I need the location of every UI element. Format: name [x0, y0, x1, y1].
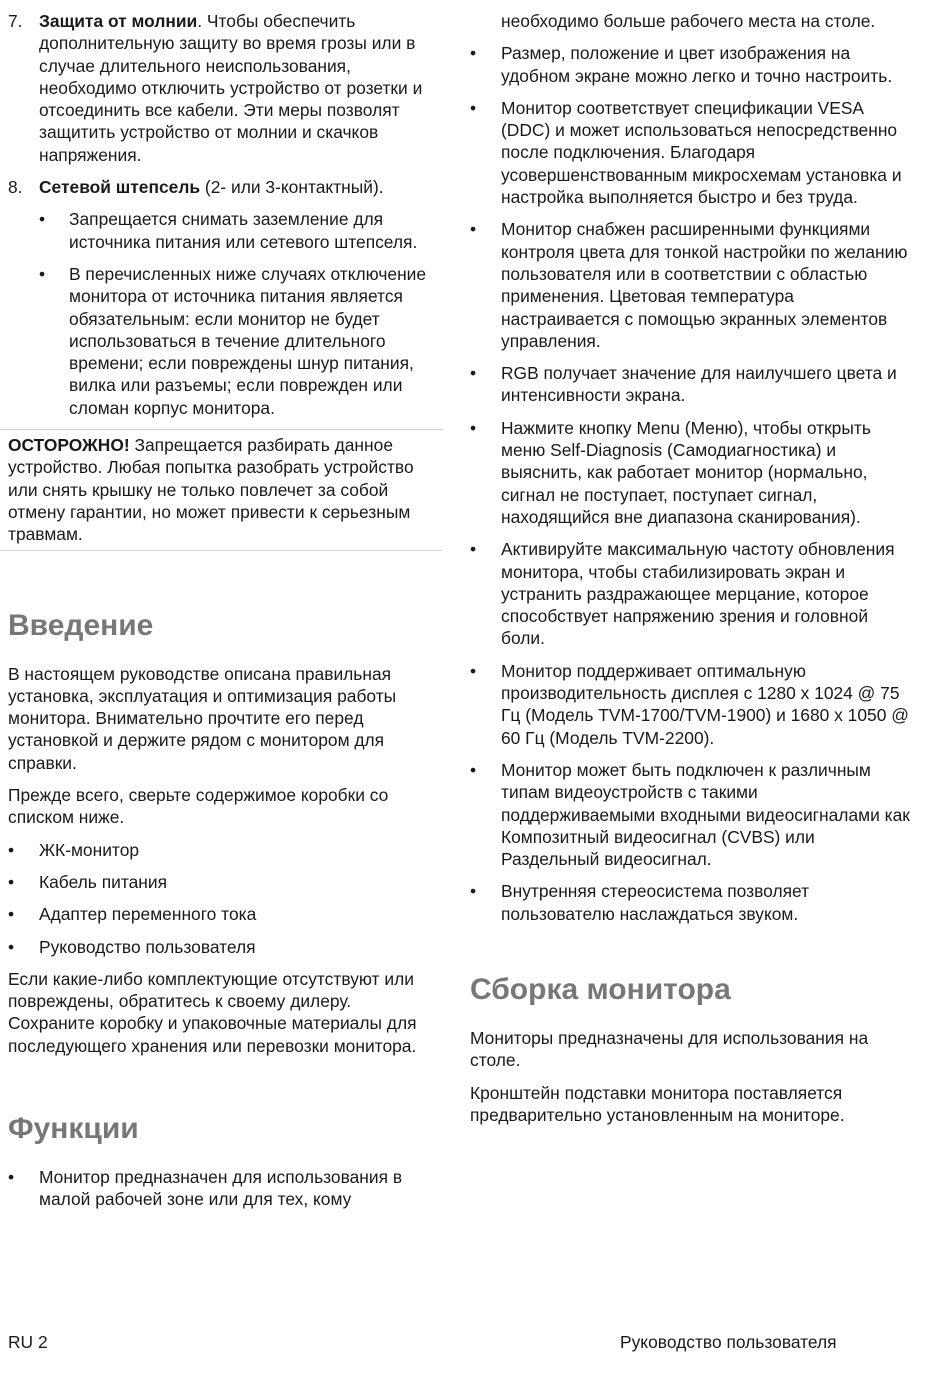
package-item-text: ЖК-монитор — [39, 839, 140, 860]
item-text: . Чтобы обеспечить дополнительную защиту во время грозы или в случае длительного неиспользования, необходимо отключить устройство от розетки и отсоединить все кабели. Эти меры позволят защитить устройство от молнии и скачков напряжения. — [39, 11, 423, 165]
bullet-icon: • — [470, 881, 477, 902]
package-list-item — [8, 839, 442, 861]
package-list-item — [8, 903, 442, 925]
assembly-paragraph: Кронштейн подставки монитора поставляется предварительно установленным на мониторе. — [470, 1082, 845, 1125]
package-item-text: Адаптер переменного тока — [39, 904, 257, 925]
feature-list-item — [470, 417, 910, 528]
list-item-lightning — [8, 10, 442, 166]
sub-bullet-item — [39, 208, 442, 253]
feature-list-item — [470, 362, 910, 407]
caution-box — [0, 429, 442, 550]
feature-text: Монитор поддерживает оптимальную производительность дисплея с 1280 x 1024 @ 75 Гц (Модель TVM-1700/TVM-1900) и 1680 x 1050 @ 60 Гц (Модель TVM-2200). — [501, 660, 909, 748]
feature-text: Монитор снабжен расширенными функциями контроля цвета для тонкой настройки по желанию пользователя или в соответствии с областью применения. Цветовая температура настраивается с помощью экранных элементов управления. — [501, 219, 908, 351]
bullet-icon: • — [470, 97, 477, 118]
sub-bullet-item — [39, 263, 442, 419]
feature-text: Монитор предназначен для использования в малой рабочей зоне или для тех, кому — [39, 1166, 403, 1210]
item-number: 7. — [8, 11, 23, 31]
bullet-icon: • — [470, 43, 477, 64]
bullet-icon: • — [470, 363, 477, 384]
list-item-power-plug — [8, 176, 442, 198]
bullet-icon: • — [8, 904, 15, 925]
sub-bullet-text: Запрещается снимать заземление для источника питания или сетевого штепселя. — [69, 209, 418, 252]
feature-text: Активируйте максимальную частоту обновления монитора, чтобы стабилизировать экран и устранить раздражающее мерцание, которое способствует напряжению зрения и головной боли. — [501, 539, 895, 649]
feature-list-item — [470, 660, 910, 749]
right-column — [470, 10, 910, 1136]
feature-list-item — [470, 218, 910, 352]
feature-continuation: необходимо больше рабочего места на столе. — [501, 11, 876, 31]
bullet-icon: • — [470, 417, 477, 438]
sub-bullet-text: В перечисленных ниже случаях отключение монитора от источника питания является обязательным: если монитор не будет использоваться в течение длительного времени; если повреждены шнур питания, вилка или разъемы; если поврежден или сломан корпус монитора. — [69, 263, 427, 418]
feature-list-item — [470, 97, 910, 208]
intro-paragraph: Прежде всего, сверьте содержимое коробки со списком ниже. — [8, 785, 389, 828]
bullet-icon: • — [470, 539, 477, 560]
bullet-icon: • — [470, 660, 477, 681]
assembly-paragraph: Мониторы предназначены для использования на столе. — [470, 1027, 869, 1071]
caution-text — [8, 434, 442, 545]
assembly-heading: Сборка монитора — [470, 972, 731, 1006]
intro-paragraph: В настоящем руководстве описана правильная установка, эксплуатация и оптимизация работы монитора. Внимательно прочтите его перед установкой и держите рядом с монитором для справки. — [8, 663, 397, 773]
feature-text: RGB получает значение для наилучшего цвета и интенсивности экрана. — [501, 363, 897, 406]
bullet-icon: • — [39, 209, 46, 230]
bullet-icon: • — [470, 759, 477, 780]
item-title: Защита от молнии — [39, 11, 198, 31]
feature-list-item — [8, 1166, 442, 1211]
package-item-text: Руководство пользователя — [39, 936, 256, 957]
caution-body: Запрещается разбирать данное устройство. Любая попытка разобрать устройство или снять крышку не только повлечет за собой отмену гарантии, но может привести к серьезным травмам. — [8, 435, 414, 545]
item-body — [39, 176, 442, 198]
intro-heading: Введение — [8, 608, 154, 642]
footer-title: Руководство пользователя — [620, 1332, 837, 1352]
functions-heading: Функции — [8, 1111, 139, 1145]
feature-list-item — [470, 880, 910, 925]
item-number: 8. — [8, 177, 23, 198]
feature-list-item — [470, 538, 910, 649]
feature-text: Внутренняя стереосистема позволяет пользователю наслаждаться звуком. — [501, 881, 810, 924]
bullet-icon: • — [8, 871, 15, 892]
feature-list-item — [470, 42, 910, 87]
package-list-item — [8, 871, 442, 893]
page-number: RU 2 — [8, 1332, 48, 1352]
item-text: (2- или 3-контактный). — [200, 177, 384, 198]
bullet-icon: • — [470, 219, 477, 240]
left-column — [8, 10, 442, 1221]
bullet-icon: • — [39, 263, 46, 284]
feature-text: Монитор соответствует спецификации VESA (DDC) и может использоваться непосредственно после подключения. Благодаря усовершенствованным микросхемам установка и настройка выполняется быстро и без труда. — [501, 97, 902, 208]
feature-text: Нажмите кнопку Menu (Меню), чтобы открыть меню Self-Diagnosis (Самодиагностика) и выяснить, как работает монитор (нормально, сигнал не поступает, поступает сигнал, находящийся вне диапазона сканирования). — [501, 417, 871, 527]
item-title: Сетевой штепсель — [39, 177, 201, 198]
feature-list-item — [470, 759, 910, 870]
bullet-icon: • — [8, 1166, 15, 1187]
caution-label: ОСТОРОЖНО! — [8, 435, 130, 456]
feature-text: Монитор может быть подключен к различным типам видеоустройств с такими поддерживаемыми входными видеосигналами как Композитный видеосигнал (CVBS) или Раздельный видеосигнал. — [501, 759, 910, 870]
feature-text: Размер, положение и цвет изображения на удобном экране можно легко и точно настроить. — [501, 43, 893, 86]
item-body — [39, 10, 442, 166]
package-item-text: Кабель питания — [39, 871, 168, 892]
package-list-item — [8, 936, 442, 958]
intro-paragraph: Если какие-либо комплектующие отсутствуют или повреждены, обратитесь к своему дилеру. Сохраните коробку и упаковочные материалы для последующего хранения или перевозки монитора. — [8, 968, 417, 1056]
bullet-icon: • — [8, 936, 15, 957]
bullet-icon: • — [8, 839, 15, 860]
